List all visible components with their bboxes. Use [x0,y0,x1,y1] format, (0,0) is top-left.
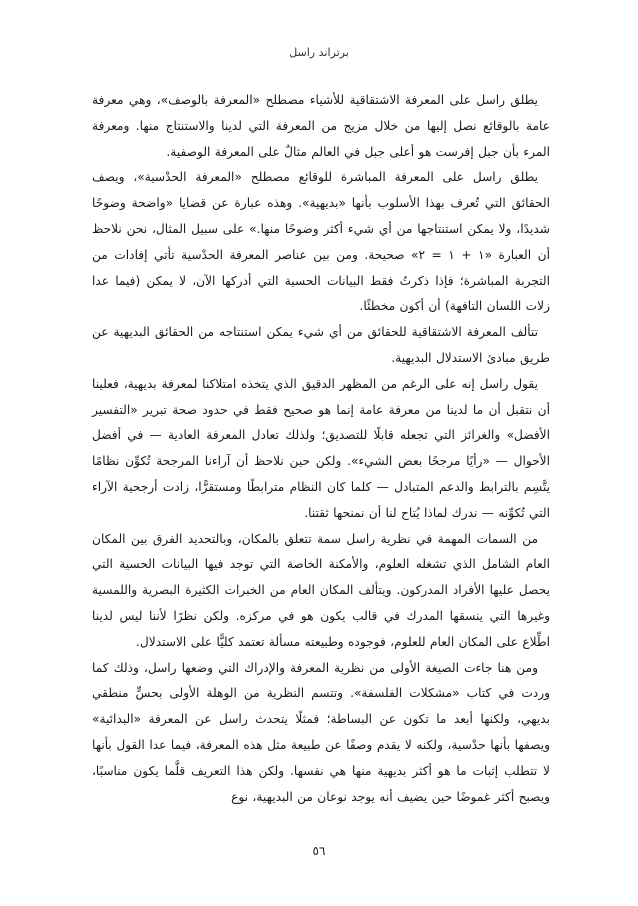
paragraph-3: تتألف المعرفة الاشتقاقية للحقائق من أي شيء يمكن استنتاجه من الحقائق البديهية عن طريق مبادئ الاستدلال البديهية. [92,325,550,365]
paragraph-2: يطلق راسل على المعرفة المباشرة للوقائع مصطلح «المعرفة الحدْسية»، ويصف الحقائق التي تُعرف بهذا الأسلوب بأنها «بديهية». وهذه عبارة عن قضايا «واضحة وضوحًا شديدًا، ولا يمكن استنتاجها من أي شيء أكثر وضوحًا منها.» على سبيل المثال، نحن نلاحظ أن العبارة «١ + ١ = ٢» صحيحة. ومن بين عناصر المعرفة الحدْسية تأتي إفادات من التجربة المباشرة؛ فإذا ذكرتُ فقط البيانات الحسية التي أدركها الآن، لا يمكن (فيما عدا زلات اللسان التافهة) أن أكون مخطئًا. [92,170,550,314]
body-text [92,88,550,810]
paragraph-4: يقول راسل إنه على الرغم من المظهر الدقيق الذي يتخذه امتلاكنا لمعرفة بديهية، فعلينا أن نتقبل أن ما لدينا من معرفة عامة إنما هو صحيح فقط في حدود صحة تبرير «التفسير الأفضل» والغرائز التي تجعله قابلًا للتصديق؛ ولذلك تعادل المعرفة العادية — في أفضل الأحوال — «رأيًا مرجحًا بعض الشيء». ولكن حين نلاحظ أن آراءنا المرجحة تُكوِّن نظامًا يتَّسِم بالترابط والدعم المتبادل — كلما كان النظام مترابطًا ومستقرًّا، زادت أرجحية الآراء التي تُكوِّنه — ندرك لماذا يُتاح لنا أن نمنحها ثقتنا. [92,376,550,520]
paragraph-5: من السمات المهمة في نظرية راسل سمة تتعلق بالمكان، وبالتحديد الفرق بين المكان العام الشامل الذي تشغله العلوم، والأمكنة الخاصة التي توجد فيها البيانات الحسية التي يحصل عليها الأفراد المدركون. ويتألف المكان العام من الخبرات الكثيرة البصرية واللمسية وغيرها التي ينسقها المدرك في قالب يكون هو في مركزه. ولكن نظرًا لأننا ليس لدينا اطِّلاع على المكان العام للعلوم، فوجوده وطبيعته مسألة تعتمد كليًّا على الاستدلال. [92,531,550,649]
running-header-title: برتراند راسل [289,46,349,59]
paragraph-1: يطلق راسل على المعرفة الاشتقاقية للأشياء مصطلح «المعرفة بالوصف»، وهي معرفة عامة بالوقائع نصل إليها من خلال مزيج من المعرفة التي لدينا والاستنتاج منها. ومعرفة المرء بأن جبل إفرست هو أعلى جبل في العالم مثالٌ على المعرفة الوصفية. [92,93,550,159]
paragraph-6: ومن هنا جاءت الصيغة الأولى من نظرية المعرفة والإدراك التي وضعها راسل، وذلك كما وردت في كتاب «مشكلات الفلسفة». وتتسم النظرية من الوهلة الأولى بحسٍّ منطقي بديهي، ولكنها أبعد ما تكون عن البساطة؛ فمثلًا يتحدث راسل عن المعرفة «البدائية» ويصفها بأنها حدْسية، ولكنه لا يقدم وصفًا عن طبيعة مثل هذه المعرفة، فيما عدا القول بأنها لا تتطلب إثبات ما هو أكثر بديهية منها هي نفسها. ولكن هذا التعريف قلَّما يكون مناسبًا، ويصبح أكثر غموضًا حين يضيف أنه يوجد نوعان من البديهية، نوع [92,660,550,804]
page-number: ٥٦ [312,844,326,858]
